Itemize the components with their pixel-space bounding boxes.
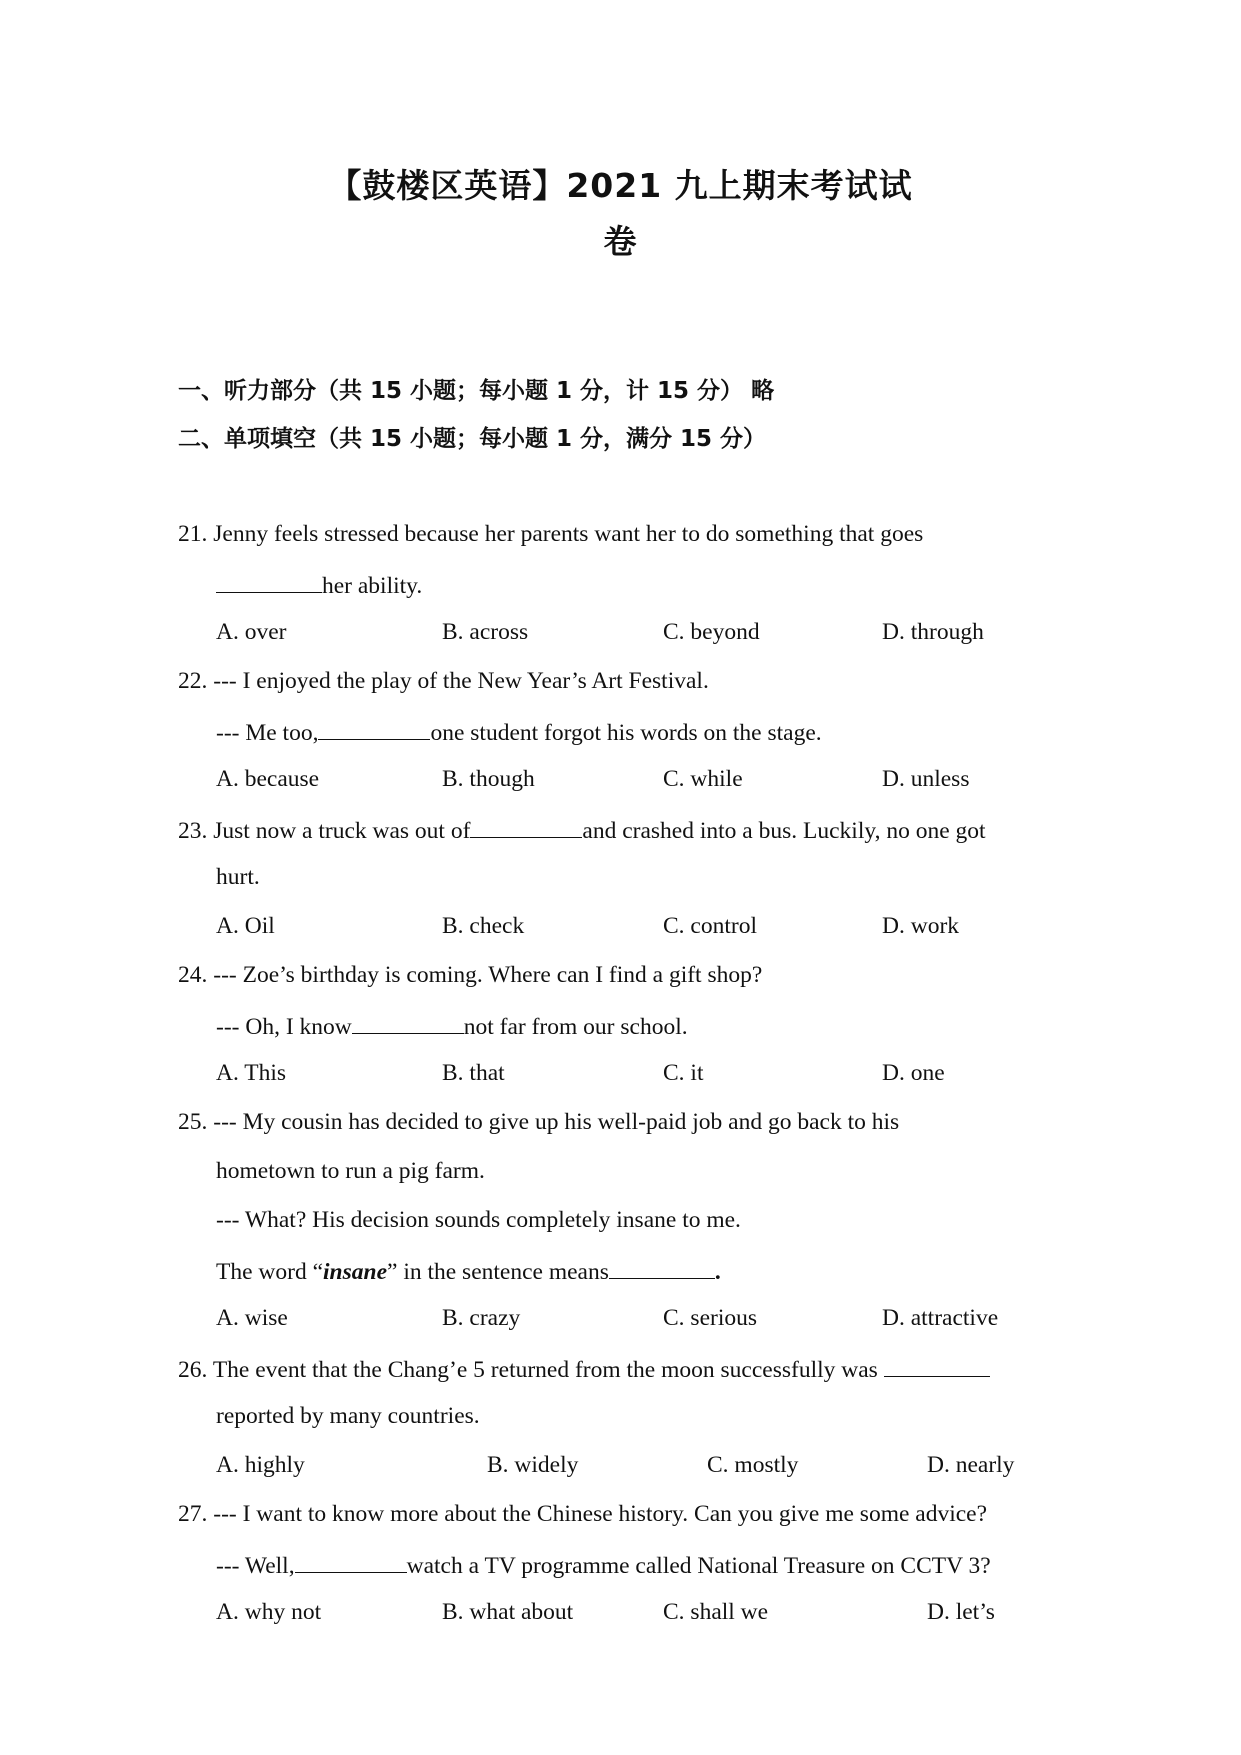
- q23-option-a[interactable]: A. Oil: [216, 913, 275, 939]
- q26-option-b[interactable]: B. widely: [487, 1452, 579, 1478]
- q25-stem-line-3: --- What? His decision sounds completely insane to me.: [216, 1207, 741, 1233]
- q24-option-d[interactable]: D. one: [882, 1060, 945, 1086]
- q26-option-d[interactable]: D. nearly: [927, 1452, 1015, 1478]
- q24-option-c[interactable]: C. it: [663, 1060, 704, 1086]
- title-line-2: 卷: [603, 222, 638, 261]
- q24-stem-line-1: 24. --- Zoe’s birthday is coming. Where can I find a gift shop?: [178, 962, 763, 988]
- q25-option-a[interactable]: A. wise: [216, 1305, 288, 1331]
- answer-blank[interactable]: [295, 1550, 407, 1573]
- q22-option-a[interactable]: A. because: [216, 766, 320, 792]
- q26-option-a[interactable]: A. highly: [216, 1452, 305, 1478]
- emphasized-word: insane: [323, 1259, 388, 1285]
- q23-option-d[interactable]: D. work: [882, 913, 960, 939]
- q25-option-c[interactable]: C. serious: [663, 1305, 757, 1331]
- q22-stem-line-1: 22. --- I enjoyed the play of the New Year’s Art Festival.: [178, 668, 709, 694]
- q25-stem-line-2: hometown to run a pig farm.: [216, 1158, 485, 1184]
- q27-stem-line-2: --- Well, watch a TV programme called National Treasure on CCTV 3?: [216, 1550, 991, 1580]
- q25-stem-line-1: 25. --- My cousin has decided to give up his well-paid job and go back to his: [178, 1109, 900, 1135]
- q21-option-c[interactable]: C. beyond: [663, 619, 760, 645]
- q24-option-a[interactable]: A. This: [216, 1060, 287, 1086]
- q24-stem-line-2: --- Oh, I know not far from our school.: [216, 1011, 688, 1041]
- section-listening-heading: 一、听力部分（共 15 小题；每小题 1 分，计 15 分） 略: [178, 378, 775, 404]
- q25-option-b[interactable]: B. crazy: [442, 1305, 521, 1331]
- q26-stem-line-1: 26. The event that the Chang’e 5 returned from the moon successfully was: [178, 1354, 990, 1384]
- answer-blank[interactable]: [216, 570, 322, 593]
- q27-option-d[interactable]: D. let’s: [927, 1599, 995, 1625]
- q27-option-b[interactable]: B. what about: [442, 1599, 574, 1625]
- answer-blank[interactable]: [318, 717, 430, 740]
- q23-stem-line-1: 23. Just now a truck was out of and crashed into a bus. Luckily, no one got: [178, 815, 986, 845]
- q22-option-d[interactable]: D. unless: [882, 766, 970, 792]
- q21-stem-line-2: her ability.: [216, 570, 422, 600]
- q21-option-d[interactable]: D. through: [882, 619, 984, 645]
- q22-stem-line-2: --- Me too, one student forgot his words on the stage.: [216, 717, 822, 747]
- q23-option-c[interactable]: C. control: [663, 913, 757, 939]
- answer-blank[interactable]: [609, 1256, 715, 1279]
- q27-option-c[interactable]: C. shall we: [663, 1599, 769, 1625]
- q22-option-b[interactable]: B. though: [442, 766, 535, 792]
- title-line-1: 【鼓楼区英语】2021 九上期末考试试: [328, 166, 913, 205]
- q21-option-b[interactable]: B. across: [442, 619, 529, 645]
- answer-blank[interactable]: [470, 815, 582, 838]
- q26-stem-line-2: reported by many countries.: [216, 1403, 480, 1429]
- q25-option-d[interactable]: D. attractive: [882, 1305, 999, 1331]
- q23-option-b[interactable]: B. check: [442, 913, 525, 939]
- q21-stem-line-1: 21. Jenny feels stressed because her parents want her to do something that goes: [178, 521, 924, 547]
- q26-option-c[interactable]: C. mostly: [707, 1452, 799, 1478]
- q27-stem-line-1: 27. --- I want to know more about the Chinese history. Can you give me some advice?: [178, 1501, 988, 1527]
- answer-blank[interactable]: [884, 1354, 990, 1377]
- q23-stem-line-2: hurt.: [216, 864, 260, 890]
- q21-option-a[interactable]: A. over: [216, 619, 287, 645]
- q25-stem-line-4: The word “insane” in the sentence means .: [216, 1256, 721, 1286]
- q27-option-a[interactable]: A. why not: [216, 1599, 322, 1625]
- section-single-choice-heading: 二、单项填空（共 15 小题；每小题 1 分，满分 15 分）: [178, 426, 767, 452]
- answer-blank[interactable]: [352, 1011, 464, 1034]
- q24-option-b[interactable]: B. that: [442, 1060, 505, 1086]
- q22-option-c[interactable]: C. while: [663, 766, 743, 792]
- document-title: [0, 158, 1241, 270]
